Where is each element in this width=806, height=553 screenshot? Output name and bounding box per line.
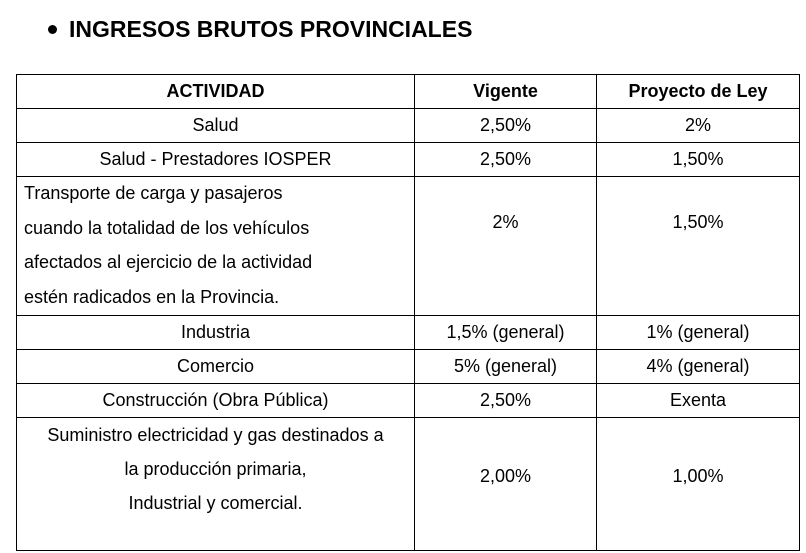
table-row — [17, 384, 800, 418]
header-actividad: ACTIVIDAD — [17, 75, 415, 109]
cell-line: cuando la totalidad de los vehículos — [24, 217, 310, 238]
cell-proyecto: 2% — [597, 109, 800, 143]
table-row — [17, 109, 800, 143]
cell-line: Industrial y comercial. — [128, 493, 303, 513]
cell-proyecto: 1% (general) — [597, 316, 800, 350]
page-title — [48, 12, 472, 46]
cell-actividad — [17, 418, 415, 551]
cell-vigente: 2,50% — [415, 109, 597, 143]
cell-proyecto: Exenta — [597, 384, 800, 418]
cell-proyecto: 1,00% — [597, 418, 800, 551]
cell-line: estén radicados en la Provincia. — [24, 286, 280, 307]
cell-actividad: Industria — [17, 316, 415, 350]
cell-actividad — [17, 177, 415, 316]
cell-vigente: 2% — [415, 177, 597, 316]
table-row — [17, 177, 800, 316]
cell-vigente: 2,50% — [415, 143, 597, 177]
table-row — [17, 350, 800, 384]
cell-line: Suministro electricidad y gas destinados a — [47, 425, 384, 445]
cell-actividad: Construcción (Obra Pública) — [17, 384, 415, 418]
cell-actividad: Salud - Prestadores IOSPER — [17, 143, 415, 177]
page-title-text: INGRESOS BRUTOS PROVINCIALES — [69, 15, 473, 42]
cell-line: Transporte de carga y pasajeros — [24, 183, 283, 203]
cell-vigente: 2,00% — [415, 418, 597, 551]
cell-proyecto: 4% (general) — [597, 350, 800, 384]
table-row — [17, 418, 800, 551]
header-vigente: Vigente — [415, 75, 597, 109]
cell-vigente: 2,50% — [415, 384, 597, 418]
cell-vigente: 1,5% (general) — [415, 316, 597, 350]
bullet-icon — [48, 25, 57, 34]
cell-line: la producción primaria, — [124, 459, 307, 479]
table-row — [17, 316, 800, 350]
tax-table — [16, 74, 800, 551]
header-proyecto: Proyecto de Ley — [597, 75, 800, 109]
cell-vigente: 5% (general) — [415, 350, 597, 384]
table-header-row — [17, 75, 800, 109]
cell-actividad: Salud — [17, 109, 415, 143]
cell-proyecto: 1,50% — [597, 177, 800, 316]
cell-actividad: Comercio — [17, 350, 415, 384]
cell-proyecto: 1,50% — [597, 143, 800, 177]
cell-line: afectados al ejercicio de la actividad — [24, 252, 313, 272]
table-row — [17, 143, 800, 177]
